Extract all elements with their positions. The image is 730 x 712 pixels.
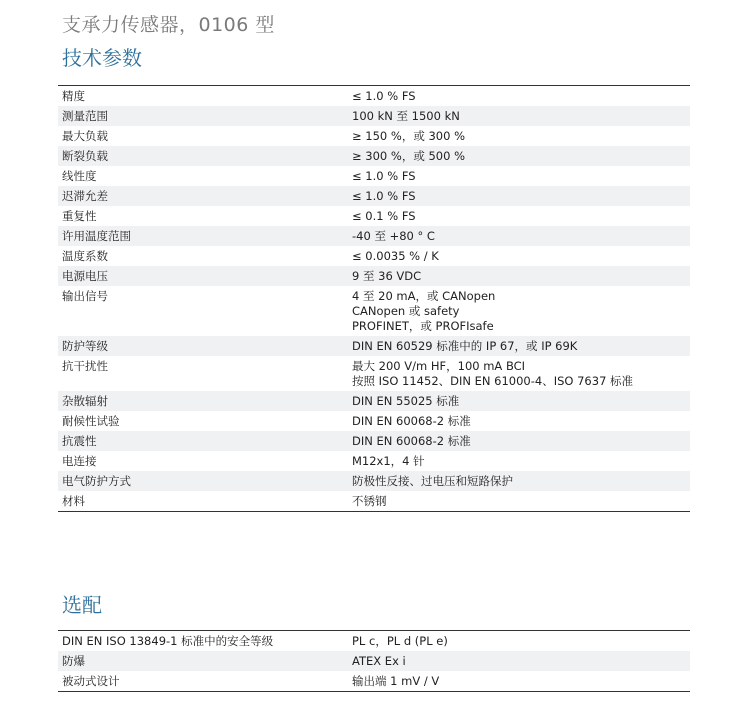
specs-table — [58, 85, 690, 512]
spec-value — [348, 266, 690, 286]
spec-value-line: DIN EN 60529 标准中的 IP 67，或 IP 69K — [352, 339, 578, 353]
spec-value-line: 100 kN 至 1500 kN — [352, 109, 460, 123]
spec-value — [348, 651, 690, 671]
spec-label: 防爆 — [62, 654, 85, 668]
spec-value-line: ≤ 0.1 % FS — [352, 209, 416, 223]
spec-row — [58, 356, 690, 391]
spec-value — [348, 391, 690, 411]
spec-value — [348, 356, 690, 391]
spec-row — [58, 391, 690, 411]
spec-value-line: ≤ 1.0 % FS — [352, 89, 416, 103]
spec-row — [58, 246, 690, 266]
spec-label: 温度系数 — [62, 249, 108, 263]
options-table — [58, 630, 690, 692]
option-row — [58, 631, 690, 652]
spec-value — [348, 411, 690, 431]
spec-value — [348, 106, 690, 126]
spec-value — [348, 246, 690, 266]
option-row — [58, 651, 690, 671]
spec-value-line: ≤ 0.0035 % / K — [352, 249, 439, 263]
spec-value-line: 按照 ISO 11452、DIN EN 61000-4、ISO 7637 标准 — [352, 374, 634, 388]
spec-value-line: ≤ 1.0 % FS — [352, 169, 416, 183]
spec-value — [348, 451, 690, 471]
spec-value-line: ≤ 1.0 % FS — [352, 189, 416, 203]
spec-value — [348, 336, 690, 356]
spec-value — [348, 631, 690, 652]
spec-value-line: 4 至 20 mA，或 CANopen — [352, 289, 496, 303]
spec-row — [58, 206, 690, 226]
spec-label: 电连接 — [62, 454, 97, 468]
spec-value — [348, 671, 690, 692]
spec-label: 重复性 — [62, 209, 97, 223]
spec-value-line: DIN EN 55025 标准 — [352, 394, 460, 408]
spec-value-line: M12x1，4 针 — [352, 454, 425, 468]
spec-label: 耐候性试验 — [62, 414, 120, 428]
spec-label: DIN EN ISO 13849-1 标准中的安全等级 — [58, 631, 348, 652]
spec-value-line: PROFINET，或 PROFIsafe — [352, 319, 494, 333]
spec-value-line: ≥ 150 %，或 300 % — [352, 129, 466, 143]
spec-value-line: DIN EN 60068-2 标准 — [352, 414, 471, 428]
spec-value-line: CANopen 或 safety — [352, 304, 460, 318]
spec-row — [58, 186, 690, 206]
spec-row — [58, 146, 690, 166]
spec-value — [348, 491, 690, 512]
spec-label: 输出信号 — [62, 289, 108, 303]
page-title: 支承力传感器，0106 型 — [62, 14, 275, 36]
spec-row — [58, 106, 690, 126]
spec-value — [348, 126, 690, 146]
spec-label: 材料 — [58, 491, 348, 512]
spec-row — [58, 491, 690, 512]
spec-row — [58, 266, 690, 286]
spec-row — [58, 431, 690, 451]
spec-row — [58, 336, 690, 356]
spec-label: 电气防护方式 — [62, 474, 131, 488]
spec-value-line: DIN EN 60068-2 标准 — [352, 434, 471, 448]
spec-value-line: ≥ 300 %，或 500 % — [352, 149, 466, 163]
spec-value — [348, 471, 690, 491]
spec-value — [348, 206, 690, 226]
spec-row — [58, 86, 690, 107]
spec-value — [348, 186, 690, 206]
spec-value-line: PL c，PL d (PL e) — [352, 634, 448, 648]
spec-value — [348, 166, 690, 186]
spec-value-line: 不锈钢 — [352, 494, 387, 508]
spec-row — [58, 451, 690, 471]
spec-label: 断裂负载 — [62, 149, 108, 163]
spec-row — [58, 411, 690, 431]
spec-label: 抗震性 — [62, 434, 97, 448]
spec-label: 精度 — [58, 86, 348, 107]
spec-label: 电源电压 — [62, 269, 108, 283]
spec-row — [58, 226, 690, 246]
spec-value-line: 输出端 1 mV / V — [352, 674, 440, 688]
spec-value — [348, 286, 690, 336]
spec-label: 防护等级 — [62, 339, 108, 353]
specs-heading: 技术参数 — [62, 46, 142, 70]
spec-row — [58, 166, 690, 186]
spec-label: 最大负载 — [62, 129, 108, 143]
spec-value-line: 9 至 36 VDC — [352, 269, 422, 283]
spec-value-line: 防极性反接、过电压和短路保护 — [352, 474, 513, 488]
spec-value — [348, 226, 690, 246]
spec-value-line: -40 至 +80 ° C — [352, 229, 435, 243]
spec-label: 杂散辐射 — [62, 394, 108, 408]
spec-label: 线性度 — [62, 169, 97, 183]
spec-label: 许用温度范围 — [62, 229, 131, 243]
spec-label: 迟滞允差 — [62, 189, 108, 203]
spec-label: 测量范围 — [62, 109, 108, 123]
spec-value-line: ATEX Ex i — [352, 654, 406, 668]
spec-value — [348, 431, 690, 451]
spec-value — [348, 86, 690, 107]
options-heading: 选配 — [62, 593, 102, 617]
spec-value — [348, 146, 690, 166]
spec-row — [58, 286, 690, 336]
spec-label: 被动式设计 — [58, 671, 348, 692]
spec-value-line: 最大 200 V/m HF，100 mA BCI — [352, 359, 526, 373]
spec-label: 抗干扰性 — [62, 359, 108, 373]
option-row — [58, 671, 690, 692]
spec-row — [58, 126, 690, 146]
spec-row — [58, 471, 690, 491]
